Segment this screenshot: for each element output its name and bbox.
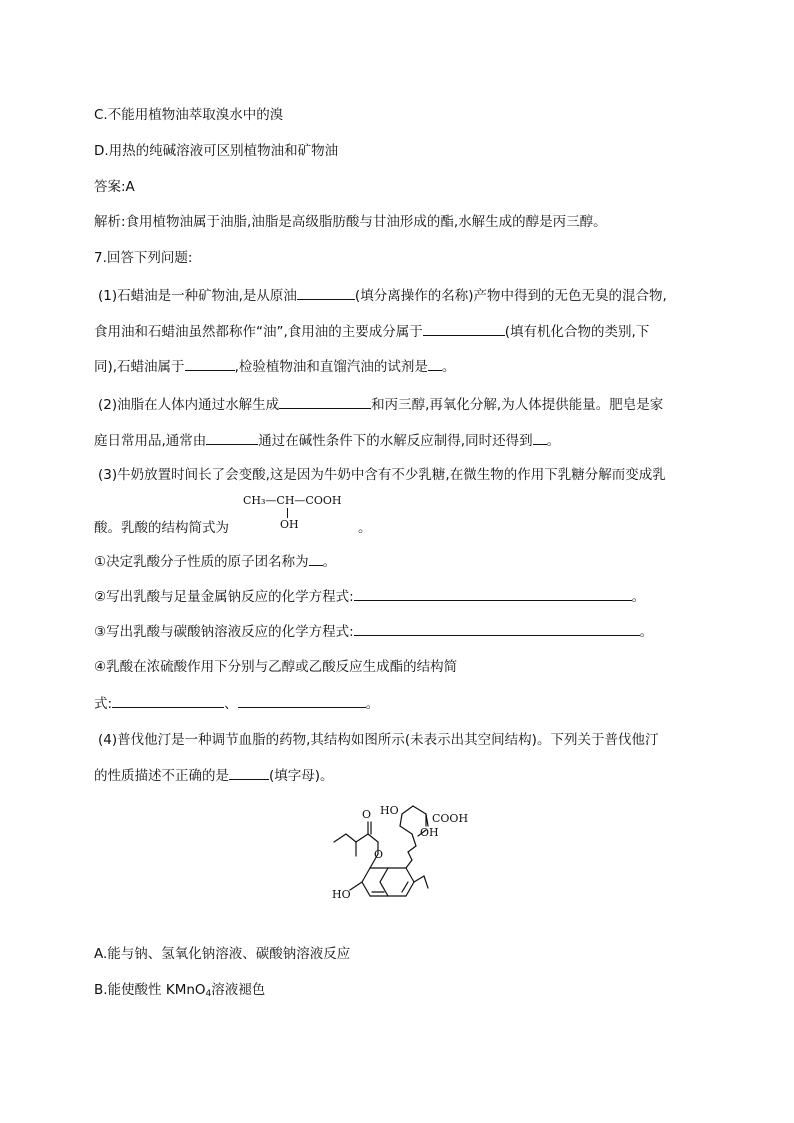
sub4-prefix: 式: bbox=[94, 696, 113, 712]
option-b-text: B.能使酸性 KMnO bbox=[94, 982, 206, 998]
part2-text-b: 和丙三醇,再氧化分解,为人体提供能量。肥皂是家 bbox=[371, 397, 664, 413]
part4-text-b: 的性质描述不正确的是 bbox=[94, 768, 229, 784]
answer-blank[interactable] bbox=[309, 552, 323, 566]
answer-blank[interactable] bbox=[185, 357, 235, 371]
part1-text-b: (填分离操作的名称)产物中得到的无色无臭的混合物, bbox=[354, 288, 667, 304]
structure-label: COOH bbox=[432, 812, 469, 825]
structure-label: OH bbox=[420, 826, 439, 839]
part1-text-a: (1)石蜡油是一种矿物油,是从原油 bbox=[98, 288, 297, 304]
structure-label: O bbox=[362, 808, 372, 821]
answer-blank[interactable] bbox=[279, 395, 371, 409]
part3-line1: (3)牛奶放置时间长了会变酸,这是因为牛奶中含有不少乳糖,在微生物的作用下乳糖分解而变成乳 bbox=[98, 467, 666, 483]
answer-blank[interactable] bbox=[206, 431, 258, 445]
part3-sub4-cont bbox=[94, 694, 379, 713]
option-b-subscript: 4 bbox=[205, 989, 212, 999]
sub4-end: 。 bbox=[365, 696, 380, 712]
sub2-end: 。 bbox=[631, 589, 646, 605]
structure-label: HO bbox=[332, 888, 351, 901]
part1-line1 bbox=[98, 286, 667, 305]
part3-sub1 bbox=[94, 552, 336, 571]
answer-blank[interactable] bbox=[354, 622, 640, 636]
part1-text-g: 。 bbox=[441, 359, 456, 375]
answer-blank[interactable] bbox=[428, 357, 442, 371]
answer-blank[interactable] bbox=[238, 694, 366, 708]
part1-line2 bbox=[94, 322, 649, 341]
sub1-text: ①决定乳酸分子性质的原子团名称为 bbox=[94, 554, 309, 570]
sub2-text: ②写出乳酸与足量金属钠反应的化学方程式: bbox=[94, 589, 354, 605]
part2-text-e: 。 bbox=[546, 433, 561, 449]
answer-blank[interactable] bbox=[423, 322, 505, 336]
formula-main-chain: CH₃—CH—COOH bbox=[243, 494, 342, 507]
answer-blank[interactable] bbox=[354, 587, 632, 601]
answer-blank[interactable] bbox=[533, 431, 547, 445]
sub4-sep: 、 bbox=[224, 696, 238, 712]
part3-period: 。 bbox=[358, 520, 372, 536]
pravastatin-structure bbox=[316, 794, 486, 930]
option-a: A.能与钠、氢氧化钠溶液、碳酸钠溶液反应 bbox=[94, 946, 351, 962]
lactic-acid-formula bbox=[243, 494, 363, 534]
part4-line1: (4)普伐他汀是一种调节血脂的药物,其结构如图所示(未表示出其空间结构)。下列关于普伐他汀 bbox=[98, 732, 659, 748]
formula-bond bbox=[287, 508, 288, 518]
option-d: D.用热的纯碱溶液可区别植物油和矿物油 bbox=[94, 143, 339, 159]
part3-line2 bbox=[94, 519, 229, 537]
structure-label: HO bbox=[380, 804, 399, 817]
part1-line3 bbox=[94, 357, 455, 376]
part2-text-a: (2)油脂在人体内通过水解生成 bbox=[98, 397, 280, 413]
part2-text-d: 通过在碱性条件下的水解反应制得,同时还得到 bbox=[258, 433, 533, 449]
answer-blank[interactable] bbox=[297, 286, 355, 300]
answer-blank[interactable] bbox=[112, 694, 224, 708]
sub1-end: 。 bbox=[322, 554, 337, 570]
option-c: C.不能用植物油萃取溴水中的溴 bbox=[94, 107, 284, 123]
part1-text-f: ,检验植物油和直馏汽油的试剂是 bbox=[234, 359, 428, 375]
part1-text-c: 食用油和石蜡油虽然都称作“油”,食用油的主要成分属于 bbox=[94, 324, 423, 340]
part3-text-b: 酸。乳酸的结构简式为 bbox=[94, 520, 229, 536]
question-7-title: 7.回答下列问题: bbox=[94, 250, 193, 266]
part1-text-e: 同),石蜡油属于 bbox=[94, 359, 185, 375]
option-b bbox=[94, 981, 265, 1003]
option-b-end: 溶液褪色 bbox=[211, 982, 266, 998]
structure-label: O bbox=[374, 848, 384, 861]
part1-text-d: (填有机化合物的类别,下 bbox=[504, 324, 650, 340]
part4-line2 bbox=[94, 766, 334, 785]
part2-text-c: 庭日常用品,通常由 bbox=[94, 433, 207, 449]
sub3-text: ③写出乳酸与碳酸钠溶液反应的化学方程式: bbox=[94, 624, 354, 640]
part4-text-c: (填字母)。 bbox=[269, 768, 334, 784]
analysis: 解析:食用植物油属于油脂,油脂是高级脂肪酸与甘油形成的酯,水解生成的醇是丙三醇。 bbox=[94, 214, 607, 230]
part3-sub4: ④乳酸在浓硫酸作用下分别与乙醇或乙酸反应生成酯的结构简 bbox=[94, 659, 458, 675]
part3-sub2 bbox=[94, 587, 645, 606]
formula-hydroxyl: OH bbox=[280, 518, 299, 531]
answer: 答案:A bbox=[94, 179, 135, 195]
part2-line1 bbox=[98, 395, 663, 414]
sub3-end: 。 bbox=[639, 624, 654, 640]
part2-line2 bbox=[94, 431, 560, 450]
part3-sub3 bbox=[94, 622, 653, 641]
answer-blank[interactable] bbox=[229, 766, 269, 780]
